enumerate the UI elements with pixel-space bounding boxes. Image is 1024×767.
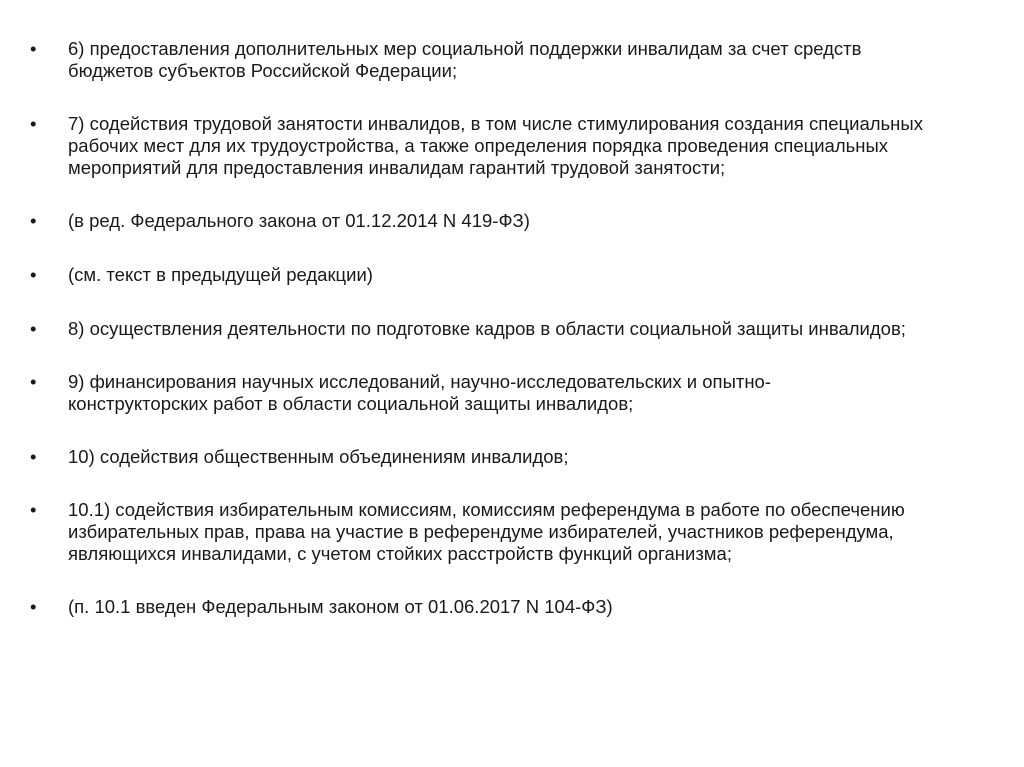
bullet-icon: • xyxy=(30,38,37,59)
bullet-list xyxy=(30,38,990,618)
list-item xyxy=(30,210,990,232)
list-item-text: (см. текст в предыдущей редакции) xyxy=(68,264,373,285)
list-item xyxy=(30,446,990,468)
list-item xyxy=(30,113,990,179)
list-item xyxy=(30,596,990,618)
list-item-text: (п. 10.1 введен Федеральным законом от 01.06.2017 N 104-ФЗ) xyxy=(68,596,613,617)
list-item-text: 6) предоставления дополнительных мер социальной поддержки инвалидам за счет средств бюджетов субъектов Российской Федерации; xyxy=(68,38,862,81)
bullet-icon: • xyxy=(30,210,37,231)
list-item xyxy=(30,371,990,415)
list-item-text: 9) финансирования научных исследований, научно-исследовательских и опытно-конструкторских работ в области социальной защиты инвалидов; xyxy=(68,371,772,414)
bullet-icon: • xyxy=(30,113,37,134)
bullet-icon: • xyxy=(30,371,37,392)
list-item xyxy=(30,499,990,565)
bullet-icon: • xyxy=(30,499,37,520)
bullet-icon: • xyxy=(30,446,37,467)
list-item xyxy=(30,318,990,340)
list-item-text: 7) содействия трудовой занятости инвалидов, в том числе стимулирования создания специальных рабочих мест для их трудоустройства, а также определения порядка проведения специальных мероприятий для предоставления инвалидам гарантий трудовой занятости; xyxy=(68,113,923,178)
bullet-icon: • xyxy=(30,318,37,339)
list-item-text: 10) содействия общественным объединениям инвалидов; xyxy=(68,446,569,467)
list-item-text: (в ред. Федерального закона от 01.12.2014 N 419-ФЗ) xyxy=(68,210,530,231)
list-item xyxy=(30,264,990,286)
bullet-icon: • xyxy=(30,596,37,617)
list-item-text: 8) осуществления деятельности по подготовке кадров в области социальной защиты инвалидов; xyxy=(68,318,906,339)
list-item xyxy=(30,38,990,82)
list-item-text: 10.1) содействия избирательным комиссиям, комиссиям референдума в работе по обеспечению избирательных прав, права на участие в референдуме избирателей, участников референдума, являющихся инвалидами, с учетом стойких расстройств функций организма; xyxy=(68,499,905,564)
bullet-icon: • xyxy=(30,264,37,285)
